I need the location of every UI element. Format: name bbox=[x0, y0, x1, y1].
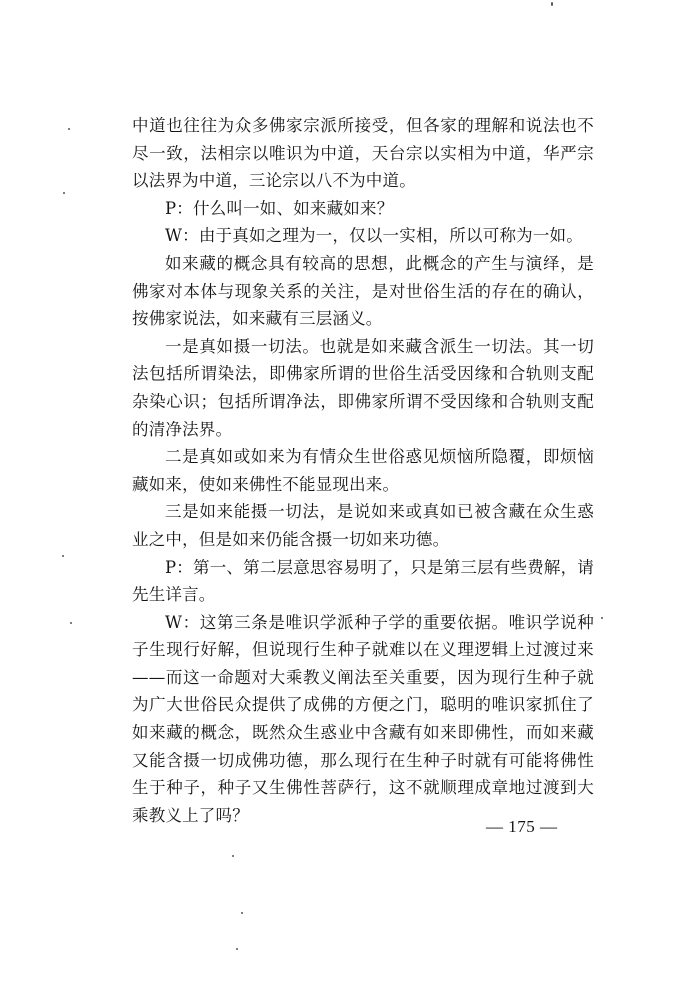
paragraph-tathagatagarbha-concept: 如来藏的概念具有较高的思想，此概念的产生与演绎，是佛家对本体与现象关系的关注，是对世俗生活的存在的确认，按佛家说法，如来藏有三层涵义。 bbox=[132, 253, 594, 329]
paragraph-answer-seeds: W：这第三条是唯识学派种子学的重要依据。唯识学说种子生现行好解，但说现行生种子就难以在义理逻辑上过渡过来——而这一命题对大乘教义阐法至关重要，因为现行生种子就为广大世俗民众提供了成佛的方便之门，聪明的唯识家抓住了如来藏的概念，既然众生惑业中含藏有如来即佛性，而如来藏又能含摄一切成佛功德，那么现行在生种子时就有可能将佛性生于种子，种子又生佛性菩萨行，这不就顺理成章地过渡到大乘教义上了吗？ bbox=[132, 612, 594, 825]
scan-speck bbox=[551, 2, 553, 6]
scan-speck bbox=[241, 912, 243, 914]
scan-speck bbox=[68, 128, 70, 130]
paragraph-second-meaning: 二是真如或如来为有情众生世俗惑见烦恼所隐覆，即烦恼藏如来，使如来佛性不能显现出来。 bbox=[132, 447, 594, 494]
page-number: — 175 — bbox=[486, 817, 558, 836]
paragraph-question-third: P：第一、第二层意思容易明了，只是第三层有些费解，请先生详言。 bbox=[132, 557, 594, 605]
scan-speck bbox=[70, 622, 72, 624]
body-text bbox=[132, 112, 594, 829]
paragraph-third-meaning: 三是如来能摄一切法，是说如来或真如已被含藏在众生惑业之中，但是如来仍能含摄一切如来功德。 bbox=[132, 502, 594, 549]
paragraph-question-yiru: P：什么叫一如、如来藏如来？ bbox=[165, 198, 394, 218]
scan-speck bbox=[63, 192, 65, 194]
scan-speck bbox=[601, 617, 603, 619]
paragraph-first-meaning: 一是真如摄一切法。也就是如来藏含派生一切法。其一切法包括所谓染法，即佛家所谓的世俗生活受因缘和合轨则支配杂染心识；包括所谓净法，即佛家所谓不受因缘和合轨则支配的清净法界。 bbox=[132, 336, 594, 439]
scan-speck bbox=[236, 948, 238, 950]
scan-speck bbox=[232, 855, 234, 857]
paragraph-answer-yiru: W：由于真如之理为一，仅以一实相，所以可称为一如。 bbox=[165, 226, 583, 246]
paragraph-middle-way: 中道也往往为众多佛家宗派所接受，但各家的理解和说法也不尽一致，法相宗以唯识为中道，天台宗以实相为中道，华严宗以法界为中道，三论宗以八不为中道。 bbox=[132, 116, 594, 191]
scan-speck bbox=[62, 555, 64, 557]
